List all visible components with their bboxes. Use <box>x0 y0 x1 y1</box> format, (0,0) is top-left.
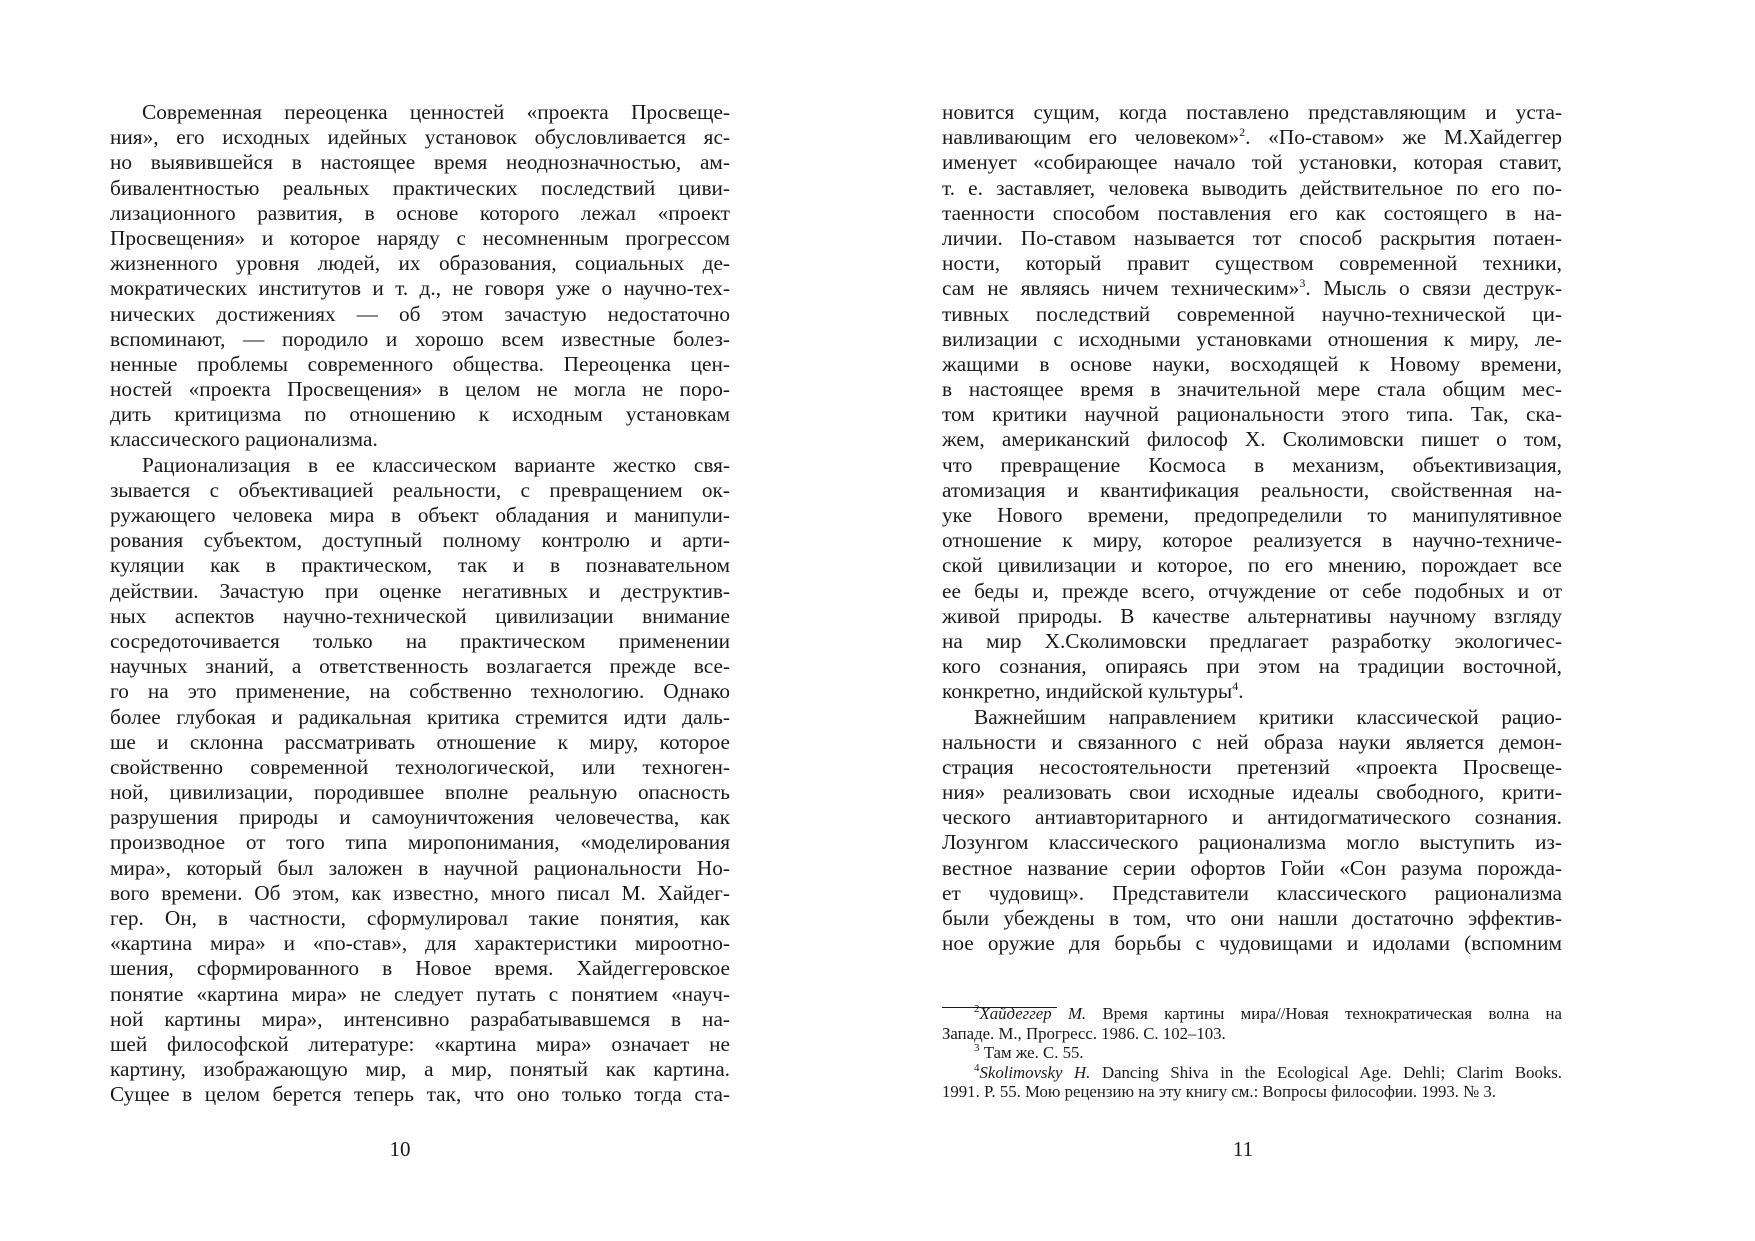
text-line <box>110 906 730 931</box>
footnote-line <box>942 1004 1562 1024</box>
text-line <box>942 402 1562 427</box>
text-line <box>110 679 730 704</box>
text-line <box>942 654 1562 679</box>
line-text: лизационного развития, в основе которого лежал «проект <box>110 200 730 225</box>
text-line <box>110 1082 730 1107</box>
text-line <box>110 251 730 276</box>
line-text: свойственно современной технологической, или техноген- <box>110 754 730 779</box>
footnote-line <box>942 1082 1562 1102</box>
text-line <box>942 201 1562 226</box>
line-text: личии. По-ставом называется тот способ раскрытия потаен- <box>942 225 1562 250</box>
text-line <box>942 251 1562 276</box>
footnote-ref: 3 <box>1299 276 1306 291</box>
footnote-text: Западе. М., Прогресс. 1986. С. 102–103. <box>942 1023 1226 1043</box>
footnote-ref: 2 <box>1239 125 1246 140</box>
line-text: Рационализация в ее классическом варианте жестко свя- <box>142 452 730 477</box>
line-text: понятие «картина мира» не следует путать с понятием «науч- <box>110 981 730 1006</box>
text-line <box>110 1032 730 1057</box>
text-line <box>110 805 730 830</box>
line-text: кого сознания, опираясь при этом на традиции восточной, <box>942 654 1562 679</box>
line-text: именует «собирающее начало той установки, которая ставит, <box>942 150 1562 175</box>
line-text: мира», который был заложен в научной рациональности Но- <box>110 855 730 880</box>
text-line <box>110 302 730 327</box>
line-text: конкретно, индийской культуры <box>942 679 1233 704</box>
footnote-text: Там же. С. 55. <box>979 1043 1084 1063</box>
line-text: в настоящее время в значительной мере стала общим мес- <box>942 377 1562 402</box>
text-line <box>942 679 1562 704</box>
footnote-number: 4 <box>974 1061 980 1074</box>
line-text: ческого антиавторитарного и антидогматического сознания. <box>942 805 1562 830</box>
line-text: «картина мира» и «по-став», для характеристики мироотно- <box>110 931 730 956</box>
line-text: живой природы. В качестве альтернативы научному взгляду <box>942 603 1562 628</box>
text-line <box>110 226 730 251</box>
line-text: вого времени. Об этом, как известно, много писал М. Хайдег- <box>110 880 730 905</box>
text-line <box>942 755 1562 780</box>
text-line <box>942 125 1562 150</box>
line-text: что превращение Космоса в механизм, объективизация, <box>942 452 1562 477</box>
line-text: Важнейшим направлением критики классической рацио- <box>974 704 1562 729</box>
text-line <box>110 125 730 150</box>
text-line <box>942 931 1562 956</box>
line-text: жем, американский философ Х. Сколимовски пишет о том, <box>942 427 1562 452</box>
text-line <box>942 528 1562 553</box>
line-text: ных аспектов научно-технической цивилизации внимание <box>110 603 730 628</box>
line-text: Сущее в целом берется теперь так, что оно только тогда ста- <box>110 1082 730 1107</box>
text-line <box>942 705 1562 730</box>
right-page-number: 11 <box>1232 1137 1254 1161</box>
text-line <box>110 553 730 578</box>
text-line <box>110 453 730 478</box>
footnote-author: Skolimovsky H. <box>979 1062 1091 1082</box>
line-text: ностей «проекта Просвещения» в целом не могла не поро- <box>110 377 730 402</box>
text-line <box>110 755 730 780</box>
text-line <box>110 503 730 528</box>
text-line <box>110 100 730 125</box>
text-line <box>942 453 1562 478</box>
line-text: шения, сформированного в Новое время. Хайдеггеровское <box>110 956 730 981</box>
text-line <box>110 982 730 1007</box>
left-page-number: 10 <box>389 1137 411 1161</box>
text-line <box>942 478 1562 503</box>
line-text: вестное название серии офортов Гойи «Сон разума порожда- <box>942 855 1562 880</box>
line-text: ной, цивилизации, породившее вполне реальную опасность <box>110 780 730 805</box>
left-page <box>0 0 877 1241</box>
text-line <box>110 327 730 352</box>
line-text: мократических институтов и т. д., не говоря уже о научно-тех- <box>110 276 730 301</box>
text-line <box>942 579 1562 604</box>
line-text-tail: . «По-ставом» же М.Хайдеггер <box>1245 125 1562 150</box>
line-text: гер. Он, в частности, сформулировал такие понятия, как <box>110 906 730 930</box>
line-text: ной картины мира», интенсивно разрабатывавшемся в на- <box>110 1006 730 1031</box>
text-line <box>110 427 730 452</box>
line-text-tail: . <box>1238 679 1244 704</box>
line-text: ше и склонна рассматривать отношение к миру, которое <box>110 729 730 754</box>
line-text: нических достижениях — об этом зачастую недостаточно <box>110 301 730 326</box>
line-text: уке Нового времени, предопределили то манипулятивное <box>942 503 1562 527</box>
line-text: сосредоточивается только на практическом применении <box>110 628 730 653</box>
text-line <box>942 856 1562 881</box>
line-text: го на это применение, на собственно технологию. Однако <box>110 679 730 704</box>
text-line <box>942 377 1562 402</box>
footnote-line <box>942 1063 1562 1083</box>
text-line <box>110 478 730 503</box>
text-line <box>942 906 1562 931</box>
line-text: отношение к миру, которое реализуется в научно-техниче- <box>942 528 1562 553</box>
line-text: научных знаний, а ответственность возлагается прежде все- <box>110 654 730 679</box>
text-line <box>110 150 730 175</box>
text-line <box>110 1057 730 1082</box>
text-line <box>942 780 1562 805</box>
line-text: ния» реализовать свои исходные идеалы свободного, крити- <box>942 780 1562 805</box>
line-text: ее беды и, прежде всего, отчуждение от себе подобных и от <box>942 578 1562 603</box>
text-line <box>110 176 730 201</box>
line-text: новится сущим, когда поставлено представляющим и уста- <box>942 100 1562 124</box>
text-line <box>110 780 730 805</box>
line-text: картину, изображающую мир, а мир, понятый как картина. <box>110 1057 730 1082</box>
footnotes <box>942 1004 1562 1102</box>
line-text: нальности и связанного с ней образа науки является демон- <box>942 729 1562 754</box>
line-text: т. е. заставляет, человека выводить действительное по его по- <box>942 175 1562 200</box>
text-line <box>942 176 1562 201</box>
line-text: Просвещения» и которое наряду с несомненным прогрессом <box>110 225 730 250</box>
line-text: Лозунгом классического рационализма могло выступить из- <box>942 830 1562 855</box>
text-line <box>110 276 730 301</box>
text-line <box>110 201 730 226</box>
footnote-number: 2 <box>974 1003 980 1015</box>
footnote-text: 1991. P. 55. Мою рецензию на эту книгу см.: Вопросы философии. 1993. № 3. <box>942 1082 1496 1102</box>
line-text: более глубокая и радикальная критика стремится идти даль- <box>110 704 730 729</box>
text-line <box>942 881 1562 906</box>
footnote-number: 3 <box>974 1042 980 1055</box>
line-text: вилизации с исходными установками отношения к миру, ле- <box>942 326 1562 351</box>
text-line <box>110 1007 730 1032</box>
text-line <box>110 604 730 629</box>
line-text: навливающим его человеком» <box>942 125 1240 150</box>
line-text: том критики научной рациональности этого типа. Так, ска- <box>942 402 1562 427</box>
text-line <box>942 226 1562 251</box>
text-line <box>110 629 730 654</box>
footnote-ref: 4 <box>1232 679 1239 694</box>
line-text: Современная переоценка ценностей «проекта Просвеще- <box>142 100 730 124</box>
text-line <box>110 730 730 755</box>
text-line <box>110 579 730 604</box>
right-page <box>877 0 1755 1241</box>
line-text-tail: . Мысль о связи деструк- <box>1305 276 1562 301</box>
text-line <box>942 830 1562 855</box>
text-line <box>110 654 730 679</box>
text-line <box>110 377 730 402</box>
text-line <box>942 427 1562 452</box>
footnote-text: Dancing Shiva in the Ecological Age. Dehli; Clarim Books. <box>1090 1062 1562 1082</box>
text-line <box>942 352 1562 377</box>
line-text: зывается с объективацией реальности, с превращением ок- <box>110 477 730 502</box>
footnote-line <box>942 1043 1562 1063</box>
line-text: ности, который правит существом современной техники, <box>942 251 1562 276</box>
text-line <box>942 100 1562 125</box>
line-text: ния», его исходных идейных установок обусловливается яс- <box>110 125 730 150</box>
text-line <box>110 931 730 956</box>
line-text: ружающего человека мира в объект обладания и манипули- <box>110 503 730 527</box>
line-text: тивных последствий современной научно-технической ци- <box>942 301 1562 326</box>
line-text: разрушения природы и самоуничтожения человечества, как <box>110 805 730 830</box>
line-text: ное оружие для борьбы с чудовищами и идолами (вспомним <box>942 931 1562 956</box>
line-text: таенности способом поставления его как состоящего в на- <box>942 200 1562 225</box>
text-line <box>110 856 730 881</box>
line-text: но выявившейся в настоящее время неоднозначностью, ам- <box>110 150 730 175</box>
line-text: ет чудовищ». Представители классического рационализма <box>942 880 1562 905</box>
text-line <box>110 352 730 377</box>
text-line <box>942 302 1562 327</box>
line-text: действии. Зачастую при оценке негативных и деструктив- <box>110 578 730 603</box>
line-text: были убеждены в том, что они нашли достаточно эффектив- <box>942 906 1562 930</box>
line-text: классического рационализма. <box>110 427 378 452</box>
footnote-text: Время картины мира//Новая технократическая волна на <box>1086 1004 1562 1023</box>
line-text: вспоминают, — породило и хорошо всем известные болез- <box>110 326 730 351</box>
line-text: на мир Х.Сколимовски предлагает разработку экологичес- <box>942 628 1562 653</box>
text-line <box>942 327 1562 352</box>
line-text: рования субъектом, доступный полному контролю и арти- <box>110 528 730 553</box>
line-text: атомизация и квантификация реальности, свойственная на- <box>942 477 1562 502</box>
text-line <box>942 276 1562 301</box>
left-page-text <box>110 100 730 1108</box>
text-line <box>942 503 1562 528</box>
text-line <box>942 553 1562 578</box>
line-text: сам не являясь ничем техническим» <box>942 276 1300 301</box>
line-text: бивалентностью реальных практических последствий циви- <box>110 175 730 200</box>
text-line <box>110 402 730 427</box>
line-text: производное от того типа миропонимания, «моделирования <box>110 830 730 855</box>
text-line <box>110 881 730 906</box>
text-line <box>942 730 1562 755</box>
footnote-line <box>942 1024 1562 1044</box>
line-text: ской цивилизации и которое, по его мнению, порождает все <box>942 553 1562 578</box>
line-text: дить критицизма по отношению к исходным установкам <box>110 402 730 427</box>
text-line <box>110 528 730 553</box>
line-text: куляции как в практическом, так и в познавательном <box>110 553 730 578</box>
text-line <box>110 830 730 855</box>
text-line <box>110 705 730 730</box>
line-text: страция несостоятельности претензий «проекта Просвеще- <box>942 754 1562 779</box>
line-text: шей философской литературе: «картина мира» означает не <box>110 1031 730 1056</box>
text-line <box>942 805 1562 830</box>
text-line <box>942 150 1562 175</box>
right-page-text <box>942 100 1562 956</box>
line-text: ненные проблемы современного общества. Переоценка цен- <box>110 351 730 376</box>
footnote-author: Хайдеггер М. <box>979 1004 1087 1023</box>
text-line <box>110 956 730 981</box>
line-text: жизненного уровня людей, их образования, социальных де- <box>110 251 730 276</box>
line-text: жащими в основе науки, восходящей к Новому времени, <box>942 351 1562 376</box>
text-line <box>942 604 1562 629</box>
text-line <box>942 629 1562 654</box>
